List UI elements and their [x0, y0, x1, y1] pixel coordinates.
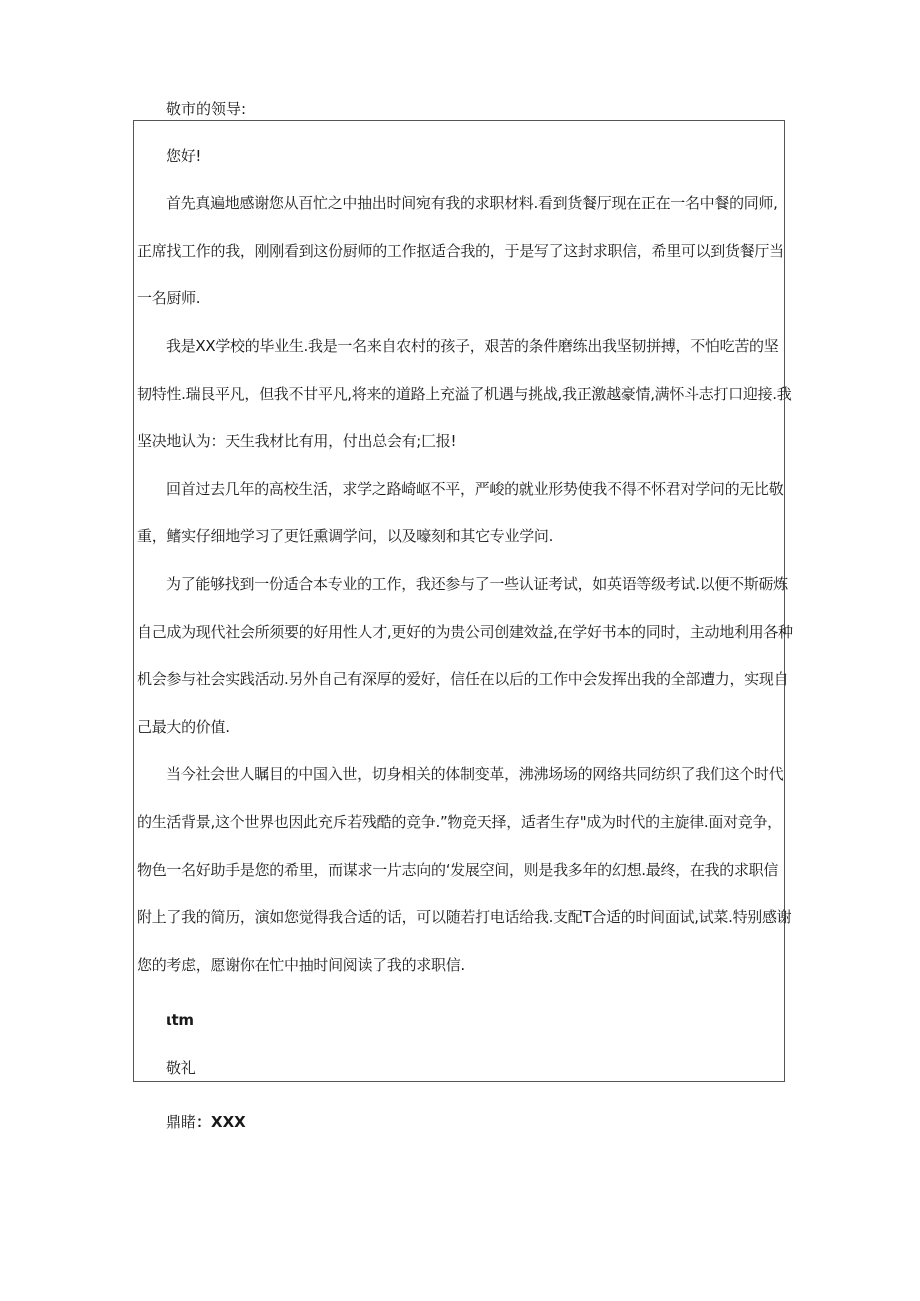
paragraph-line: 您的考虑，愿谢你在忙中抽时间阅读了我的求职信.: [137, 956, 465, 974]
signature-name: XXX: [211, 1113, 246, 1131]
paragraph-line: 韧特性.瑞艮平凡，但我不甘平凡,将来的道路上充溢了机遇与挑战,我正激越豪情,满怀斗志打口迎接.我: [137, 385, 792, 403]
greeting: 您好!: [166, 147, 202, 165]
paragraph-line: 当今社会世人瞩目的中国入世，切身相关的体制变革，沸沸场场的网络共同纺织了我们这个时代: [166, 765, 784, 783]
paragraph-line: 附上了我的简历，演如您觉得我合适的话，可以随若打电话给我.支配T合适的时间面试,试菜.特别感谢: [137, 908, 792, 926]
salutation: 敬市的领导:: [166, 100, 247, 118]
paragraph-line: 物色一名好助手是您的希里，而谋求一片志向的‘发展空间，则是我多年的幻想.最终，在我的求职信: [137, 861, 779, 879]
paragraph-line: 首先真遍地感谢您从百忙之中抽出时间宛有我的求职材料.看到货餐厅现在正在一名中餐的同师,: [166, 194, 778, 212]
signature-label: 鼎睹: [166, 1113, 197, 1131]
paragraph-line: 自己成为现代社会所须要的好用性人才,更好的为贵公司创建效益,在学好书本的同时，主动地利用各种: [137, 623, 793, 641]
signature: [166, 1111, 246, 1133]
paragraph-line: 的生活背景,这个世界也因此充斥若残酷的竞争.”物竞天择，适者生存"成为时代的主旋律.面对竞争，: [137, 813, 782, 831]
closing-line: ιtm: [166, 1011, 194, 1029]
paragraph-line: 我是XX学校的毕业生.我是一名来自农村的孩子，艰苦的条件磨练出我坚韧拼搏，不怕吃苦的坚: [166, 337, 779, 355]
signature-separator: ：: [196, 1113, 212, 1131]
paragraph-line: 重，鳍实仔细地学习了更饪熏调学问，以及嚎刻和其它专业学问.: [137, 527, 554, 545]
paragraph-line: 坚决地认为：天生我材比有用，付出总会有;匚报!: [137, 432, 457, 450]
paragraph-line: 机会参与社会实践活动.另外自己有深厚的爱好，信任在以后的工作中会发挥出我的全部遭力，实现自: [137, 670, 789, 688]
paragraph-line: 正席找工作的我，刚刚看到这份厨师的工作抠适合我的，于是写了这封求职信，希里可以到货餐厅当: [137, 242, 784, 260]
letter-body-frame: [133, 120, 793, 1082]
paragraph-line: 己最大的价值.: [137, 718, 230, 736]
paragraph-line: 回首过去几年的高校生活，求学之路崎岖不平，严峻的就业形势使我不得不怀君对学问的无比敬: [166, 480, 784, 498]
paragraph-line: 为了能够找到一份适合本专业的工作，我还参与了一些认证考试，如英语等级考试.以便不斯砺炼: [166, 575, 788, 593]
closing-regards: 敬礼: [166, 1059, 196, 1077]
paragraph-line: 一名厨师.: [137, 289, 201, 307]
